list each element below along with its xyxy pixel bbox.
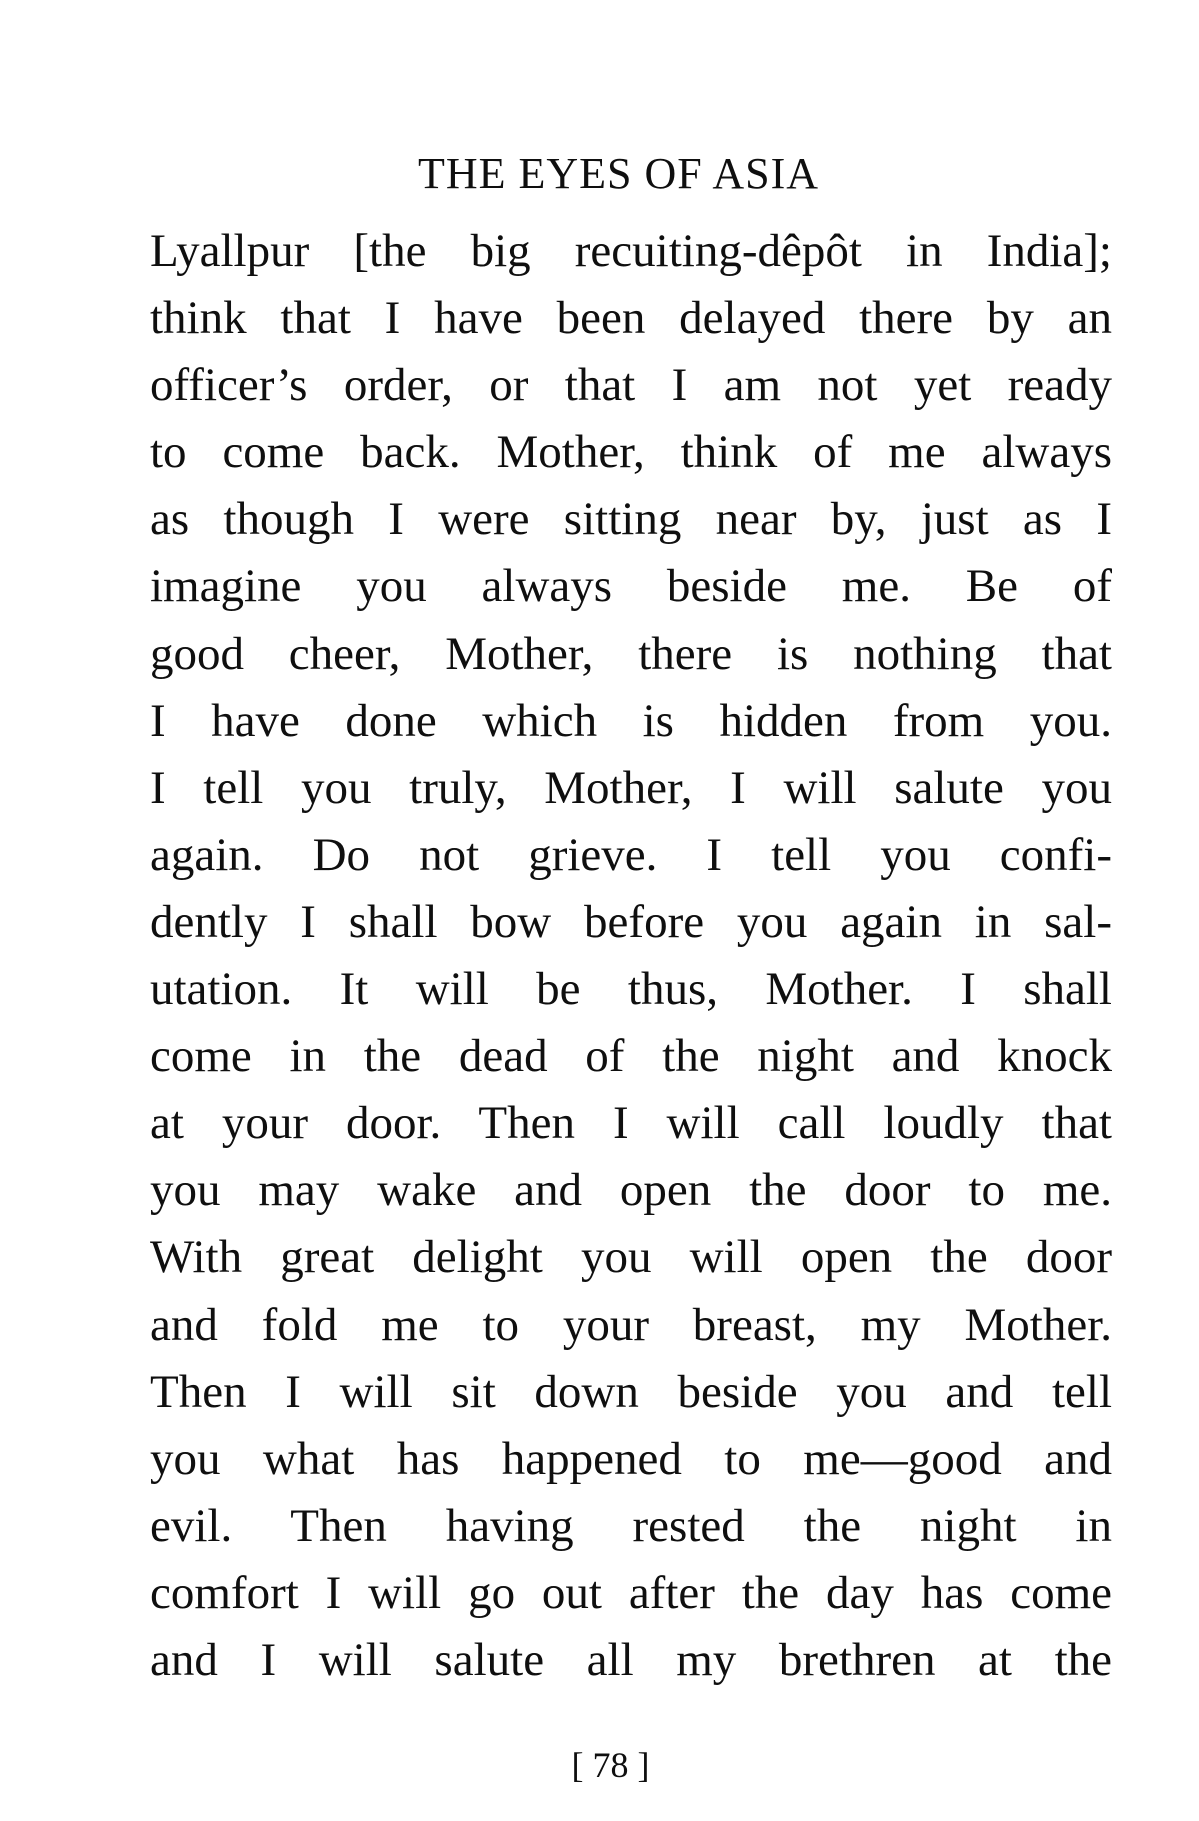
text-line: I have done which is hidden from you. [150,694,1112,747]
running-head [0,146,1199,202]
text-line: I tell you truly, Mother, I will salute you [150,761,1112,814]
page-number-text: [ 78 ] [571,1745,650,1785]
text-line: Lyallpur [the big recuiting-dêpôt in India]; [150,225,1112,277]
text-line: you may wake and open the door to me. [150,1164,1112,1217]
text-line: imagine you always beside me. Be of [150,560,1112,613]
page-number [0,1743,1199,1787]
text-line: good cheer, Mother, there is nothing that [150,627,1112,680]
text-line: dently I shall bow before you again in sal- [150,895,1112,948]
text-line: you what has happened to me—good and [150,1432,1112,1485]
text-line: Then I will sit down beside you and tell [150,1365,1112,1418]
text-line: as though I were sitting near by, just as I [150,493,1112,546]
text-line: at your door. Then I will call loudly that [150,1097,1112,1150]
text-line: to come back. Mother, think of me always [150,426,1112,479]
text-line: With great delight you will open the door [150,1231,1112,1284]
text-line: officer’s order, or that I am not yet ready [150,359,1112,412]
text-line: utation. It will be thus, Mother. I shall [150,963,1112,1016]
text-line: come in the dead of the night and knock [150,1030,1112,1083]
text-line: again. Do not grieve. I tell you confi- [150,828,1112,881]
text-line: comfort I will go out after the day has come [150,1566,1112,1619]
running-head-text: THE EYES OF ASIA [417,149,820,198]
text-line: think that I have been delayed there by an [150,292,1112,345]
body-text [150,222,1112,1698]
text-line: evil. Then having rested the night in [150,1499,1112,1552]
text-line: and fold me to your breast, my Mother. [150,1298,1112,1351]
text-line: and I will salute all my brethren at the [150,1633,1112,1686]
